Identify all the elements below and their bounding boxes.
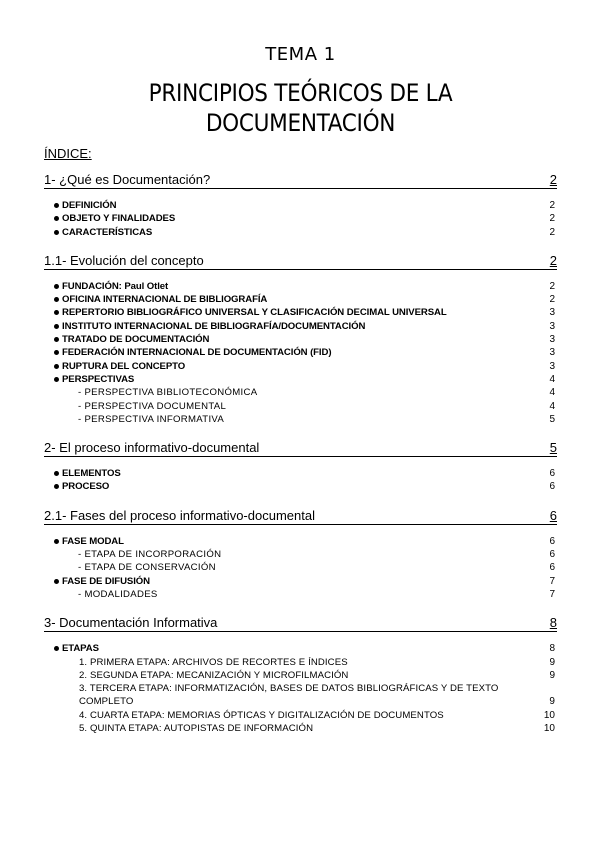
toc-subitem[interactable] bbox=[44, 400, 557, 413]
item-label: CARACTERÍSTICAS bbox=[44, 226, 152, 239]
item-label: FEDERACIÓN INTERNACIONAL DE DOCUMENTACIÓN (FID) bbox=[44, 346, 331, 359]
toc-section-1[interactable] bbox=[44, 170, 557, 189]
toc-subitem[interactable] bbox=[44, 722, 557, 735]
subitem-label: 5. QUINTA ETAPA: AUTOPISTAS DE INFORMACIÓN bbox=[79, 723, 314, 735]
subitem-label: 2. SEGUNDA ETAPA: MECANIZACIÓN Y MICROFILMACIÓN bbox=[79, 669, 349, 681]
toc-item[interactable] bbox=[44, 306, 557, 319]
toc-item[interactable] bbox=[44, 226, 557, 239]
subitem-label: 1. PRIMERA ETAPA: ARCHIVOS DE RECORTES E ÍNDICES bbox=[79, 656, 348, 668]
item-label: FASE MODAL bbox=[44, 535, 124, 548]
toc-item[interactable] bbox=[44, 199, 557, 212]
subitem-page: 10 bbox=[543, 723, 555, 735]
item-page: 8 bbox=[549, 643, 555, 655]
document-title bbox=[44, 78, 557, 138]
item-page: 2 bbox=[549, 213, 555, 225]
table-of-contents bbox=[44, 170, 557, 735]
section-page: 2 bbox=[549, 252, 557, 268]
item-page: 2 bbox=[549, 200, 555, 211]
subitem-page: 6 bbox=[549, 549, 555, 561]
subitem-page: 9 bbox=[549, 656, 555, 668]
section-page: 5 bbox=[549, 440, 557, 456]
subitem-label: - PERSPECTIVA DOCUMENTAL bbox=[78, 400, 227, 412]
item-label: INSTITUTO INTERNACIONAL DE BIBLIOGRAFÍA/DOCUMENTACIÓN bbox=[44, 320, 365, 333]
item-page: 4 bbox=[549, 373, 555, 385]
item-label: PERSPECTIVAS bbox=[44, 373, 134, 386]
toc-item[interactable] bbox=[44, 293, 557, 306]
title-line-2: DOCUMENTACIÓN bbox=[205, 109, 396, 137]
toc-subitem[interactable] bbox=[44, 561, 557, 574]
subitem-page: 5 bbox=[549, 413, 555, 425]
item-page: 2 bbox=[549, 294, 555, 306]
item-label: DEFINICIÓN bbox=[44, 199, 116, 212]
toc-section-2[interactable] bbox=[44, 438, 557, 457]
toc-item[interactable] bbox=[44, 467, 557, 480]
toc-item[interactable] bbox=[44, 280, 557, 293]
subitem-page: 4 bbox=[549, 387, 555, 399]
item-label: FUNDACIÓN: Paul Otlet bbox=[44, 280, 168, 293]
toc-item[interactable] bbox=[44, 575, 557, 588]
item-page: 7 bbox=[549, 575, 555, 587]
toc-item[interactable] bbox=[44, 480, 557, 493]
section-page: 8 bbox=[549, 615, 557, 631]
item-page: 2 bbox=[549, 226, 555, 238]
toc-section-2-1[interactable] bbox=[44, 506, 557, 525]
toc-subitem[interactable] bbox=[44, 656, 557, 669]
toc-section-3[interactable] bbox=[44, 613, 557, 632]
item-label: ETAPAS bbox=[44, 642, 99, 655]
item-page: 3 bbox=[549, 320, 555, 332]
toc-subitem[interactable] bbox=[44, 548, 557, 561]
item-page: 6 bbox=[549, 481, 555, 493]
item-label: FASE DE DIFUSIÓN bbox=[44, 575, 150, 588]
subitem-page: 9 bbox=[549, 696, 555, 708]
subitem-page: 7 bbox=[549, 588, 555, 600]
item-page: 3 bbox=[549, 307, 555, 319]
subitem-page: 10 bbox=[543, 709, 555, 721]
toc-section-1-1[interactable] bbox=[44, 251, 557, 270]
toc-subitem[interactable] bbox=[44, 588, 557, 601]
section-label: 1.1- Evolución del concepto bbox=[44, 252, 204, 268]
subitem-label: 3. TERCERA ETAPA: INFORMATIZACIÓN, BASES DE DATOS BIBLIOGRÁFICAS Y DE TEXTO COMPLETO bbox=[79, 683, 499, 708]
toc-subitem[interactable] bbox=[44, 682, 557, 709]
toc-item[interactable] bbox=[44, 535, 557, 548]
toc-item[interactable] bbox=[44, 642, 557, 655]
title-line-1: PRINCIPIOS TEÓRICOS DE LA bbox=[148, 79, 453, 107]
item-page: 2 bbox=[549, 280, 555, 292]
toc-subitem[interactable] bbox=[44, 709, 557, 722]
toc-subitem[interactable] bbox=[44, 413, 557, 426]
item-page: 3 bbox=[549, 360, 555, 372]
toc-item[interactable] bbox=[44, 346, 557, 359]
subitem-label: - ETAPA DE CONSERVACIÓN bbox=[78, 562, 216, 574]
section-page: 2 bbox=[549, 172, 557, 187]
section-page: 6 bbox=[549, 507, 557, 523]
toc-item[interactable] bbox=[44, 212, 557, 225]
item-page: 3 bbox=[549, 347, 555, 359]
item-page: 3 bbox=[549, 334, 555, 346]
subitem-label: - ETAPA DE INCORPORACIÓN bbox=[78, 549, 222, 561]
toc-subitem[interactable] bbox=[44, 386, 557, 399]
section-label: 2.1- Fases del proceso informativo-documental bbox=[44, 507, 315, 523]
subitem-page: 6 bbox=[549, 562, 555, 574]
item-label: RUPTURA DEL CONCEPTO bbox=[44, 360, 185, 373]
item-label: ELEMENTOS bbox=[44, 467, 121, 480]
item-label: PROCESO bbox=[44, 480, 109, 493]
item-label: OBJETO Y FINALIDADES bbox=[44, 212, 175, 225]
item-label: OFICINA INTERNACIONAL DE BIBLIOGRAFÍA bbox=[44, 293, 267, 306]
index-heading: ÍNDICE: bbox=[44, 146, 92, 161]
toc-item[interactable] bbox=[44, 360, 557, 373]
item-page: 6 bbox=[549, 468, 555, 480]
subitem-label: - MODALIDADES bbox=[78, 588, 158, 600]
item-page: 6 bbox=[549, 535, 555, 547]
section-label: 2- El proceso informativo-documental bbox=[44, 440, 260, 456]
item-label: TRATADO DE DOCUMENTACIÓN bbox=[44, 333, 209, 346]
section-label: 3- Documentación Informativa bbox=[44, 615, 218, 631]
toc-item[interactable] bbox=[44, 320, 557, 333]
item-label: REPERTORIO BIBLIOGRÁFICO UNIVERSAL Y CLASIFICACIÓN DECIMAL UNIVERSAL bbox=[44, 306, 447, 319]
toc-subitem[interactable] bbox=[44, 669, 557, 682]
section-label: 1- ¿Qué es Documentación? bbox=[44, 172, 211, 187]
toc-item[interactable] bbox=[44, 333, 557, 346]
tema-heading: TEMA 1 bbox=[265, 44, 336, 65]
toc-item[interactable] bbox=[44, 373, 557, 386]
subitem-label: - PERSPECTIVA INFORMATIVA bbox=[78, 413, 225, 425]
subitem-label: - PERSPECTIVA BIBLIOTECONÓMICA bbox=[78, 387, 258, 399]
subitem-label: 4. CUARTA ETAPA: MEMORIAS ÓPTICAS Y DIGITALIZACIÓN DE DOCUMENTOS bbox=[79, 709, 444, 721]
subitem-page: 9 bbox=[549, 669, 555, 681]
subitem-page: 4 bbox=[549, 400, 555, 412]
